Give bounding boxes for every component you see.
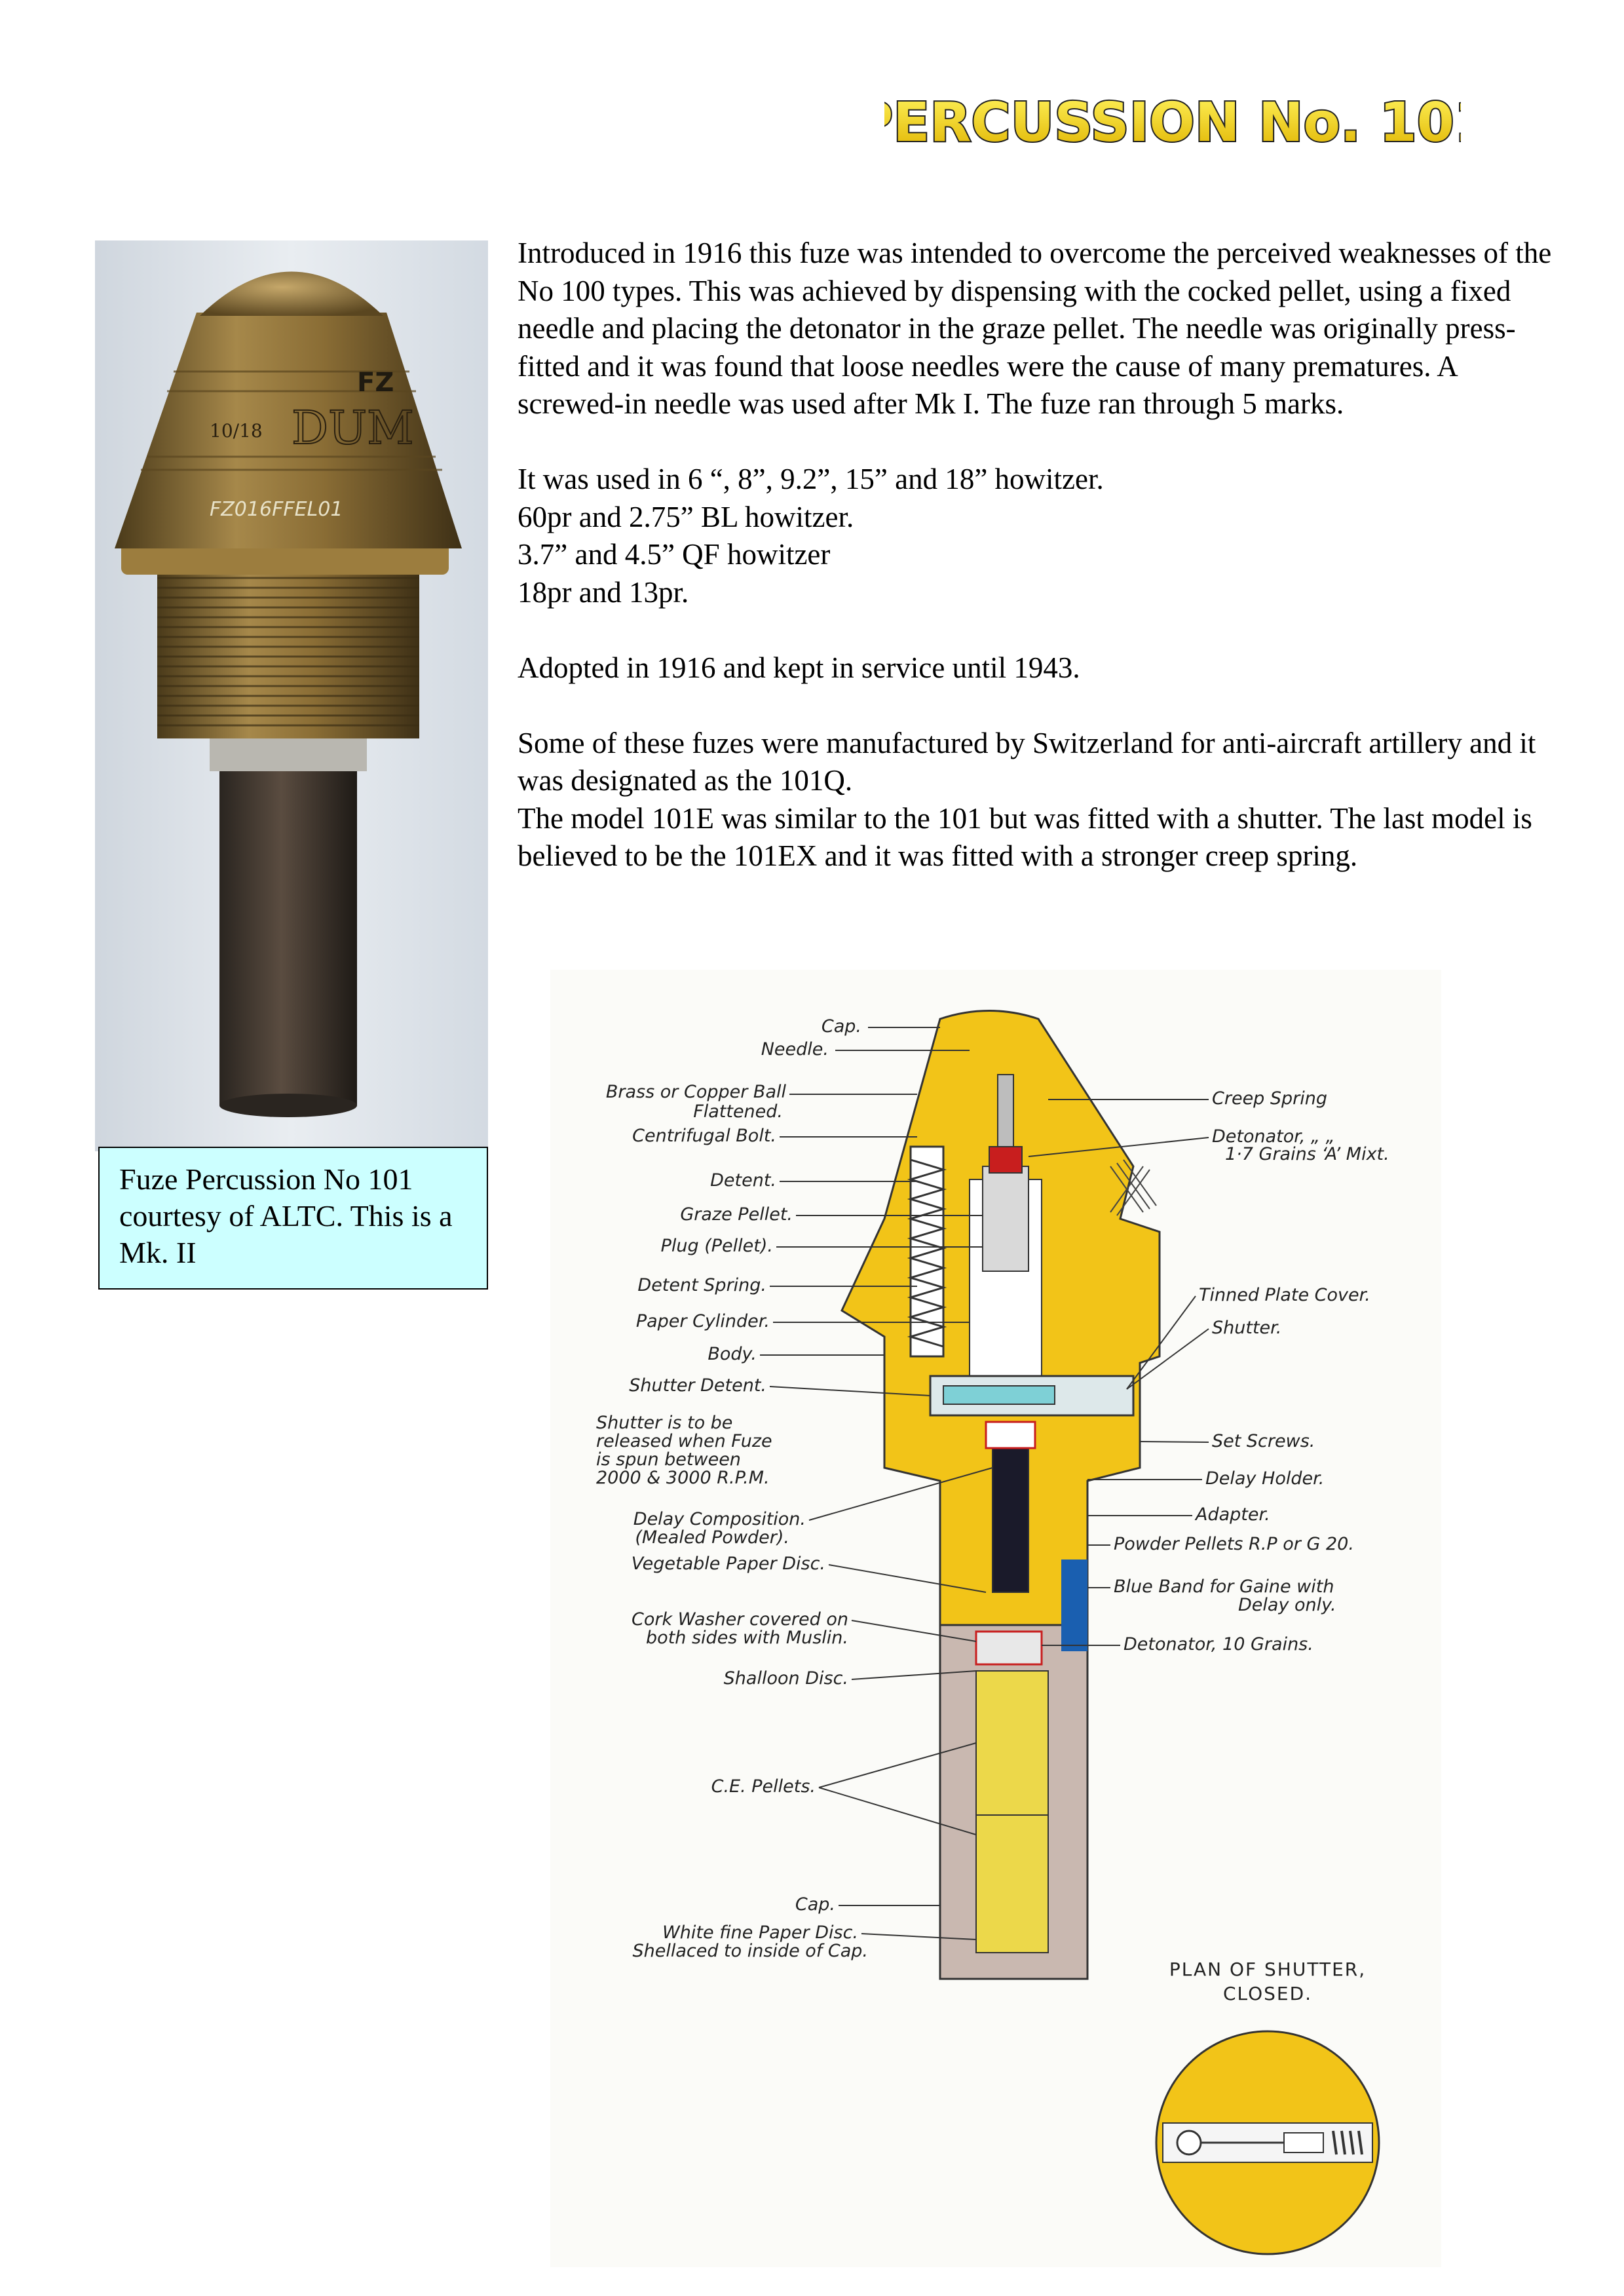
paragraph-gap (518, 611, 1553, 649)
label-ce-pellets: C.E. Pellets. (711, 1776, 816, 1797)
label-detonator-10: Detonator, 10 Grains. (1124, 1634, 1313, 1655)
label-detent-spring: Detent Spring. (637, 1275, 766, 1295)
label-detonator-mixt: Detonator, „ „ (1212, 1126, 1335, 1147)
photo-caption: Fuze Percussion No 101 courtesy of ALTC. This is a Mk. II (98, 1147, 488, 1290)
label-adapter: Adapter. (1196, 1504, 1270, 1525)
label-shutter-note-1: Shutter is to be (596, 1413, 733, 1433)
fuze-section-diagram (550, 970, 1441, 2267)
label-graze-pellet: Graze Pellet. (680, 1204, 793, 1225)
label-ball-flattened: Flattened. (693, 1101, 783, 1122)
label-blue-band: Blue Band for Gaine with (1114, 1577, 1334, 1597)
label-detent: Detent. (710, 1170, 776, 1191)
label-shutter-note-2: released when Fuze (596, 1431, 772, 1451)
label-delay-holder: Delay Holder. (1205, 1468, 1325, 1489)
usage-line-2: 60pr and 2.75” BL howitzer. (518, 500, 854, 533)
page-title-text: PERCUSSION No. 101 (884, 92, 1461, 154)
paragraph-variants: The model 101E was similar to the 101 but was fitted with a shutter. The last model is believed to be the 101EX and it was fitted with a stronger creep spring. (518, 801, 1532, 872)
label-centrifugal-bolt: Centrifugal Bolt. (632, 1126, 776, 1146)
fuze-photo (95, 240, 488, 1151)
label-cork-washer-muslin: both sides with Muslin. (646, 1628, 848, 1648)
label-plug: Plug (Pellet). (660, 1236, 773, 1256)
label-shutter-note-4: 2000 & 3000 R.P.M. (596, 1468, 770, 1488)
label-delay-composition: Delay Composition. (633, 1509, 806, 1529)
label-paper-cylinder: Paper Cylinder. (635, 1311, 770, 1331)
label-shalloon-disc: Shalloon Disc. (723, 1668, 848, 1689)
paragraph-intro: Introduced in 1916 this fuze was intended to overcome the perceived weaknesses of the No 100 types. This was achieved by dispensing with the cocked pellet, using a fixed needle and placing the detonator in the graze pellet. The needle was originally press-fitted and it was found that loose needles were the cause of many prematures. A screwed-in needle was used after Mk I. The fuze ran through 5 marks. (518, 237, 1552, 420)
label-bottom-cap: Cap. (795, 1894, 835, 1915)
paragraph-switzerland: Some of these fuzes were manufactured by Switzerland for anti-aircraft artillery and it was designated as the 101Q. (518, 726, 1536, 797)
page-title-graphic (884, 85, 1461, 157)
label-paper-disc-shellaced: Shellaced to inside of Cap. (632, 1941, 868, 1961)
paragraph-gap (518, 687, 1553, 725)
label-shutter-detent: Shutter Detent. (629, 1375, 766, 1396)
label-needle: Needle. (761, 1039, 829, 1060)
label-vegetable-paper-disc: Vegetable Paper Disc. (631, 1554, 825, 1574)
plan-of-shutter (1156, 2031, 1379, 2254)
label-body: Body. (708, 1344, 757, 1364)
fuze-section-drawing (550, 970, 1441, 2267)
engraving-fz: FZ (357, 368, 394, 398)
plan-title-line-1: PLAN OF SHUTTER, (1169, 1959, 1367, 1980)
label-tinned-plate-cover: Tinned Plate Cover. (1199, 1285, 1370, 1305)
label-shutter: Shutter. (1212, 1318, 1282, 1338)
label-creep-spring: Creep Spring (1212, 1088, 1328, 1109)
label-cap: Cap. (821, 1016, 861, 1037)
label-detonator-grains: 1·7 Grains ‘A’ Mixt. (1225, 1144, 1389, 1164)
label-blue-band-delay: Delay only. (1238, 1595, 1336, 1615)
usage-line-3: 3.7” and 4.5” QF howitzer (518, 538, 831, 571)
label-mealed-powder: (Mealed Powder). (635, 1527, 789, 1548)
label-powder-pellets: Powder Pellets R.P or G 20. (1114, 1534, 1354, 1554)
paragraph-adopted: Adopted in 1916 and kept in service until 1943. (518, 651, 1080, 684)
label-shutter-note-3: is spun between (596, 1449, 741, 1470)
label-set-screws: Set Screws. (1212, 1431, 1315, 1451)
engraving-maker: DUM (292, 401, 414, 455)
page-title (884, 85, 1461, 157)
plan-title-line-2: CLOSED. (1222, 1983, 1313, 2004)
paragraph-gap (518, 423, 1553, 461)
label-cork-washer: Cork Washer covered on (632, 1609, 848, 1630)
fuze-photo-image (95, 240, 488, 1151)
engraving-serial: FZ016FFEL01 (210, 498, 343, 521)
label-ball: Brass or Copper Ball (605, 1082, 786, 1102)
usage-line-4: 18pr and 13pr. (518, 575, 689, 609)
description (518, 235, 1553, 875)
label-paper-disc: White fine Paper Disc. (662, 1923, 858, 1943)
usage-line-1: It was used in 6 “, 8”, 9.2”, 15” and 18” howitzer. (518, 463, 1104, 495)
engraving-date: 10/18 (210, 420, 263, 442)
